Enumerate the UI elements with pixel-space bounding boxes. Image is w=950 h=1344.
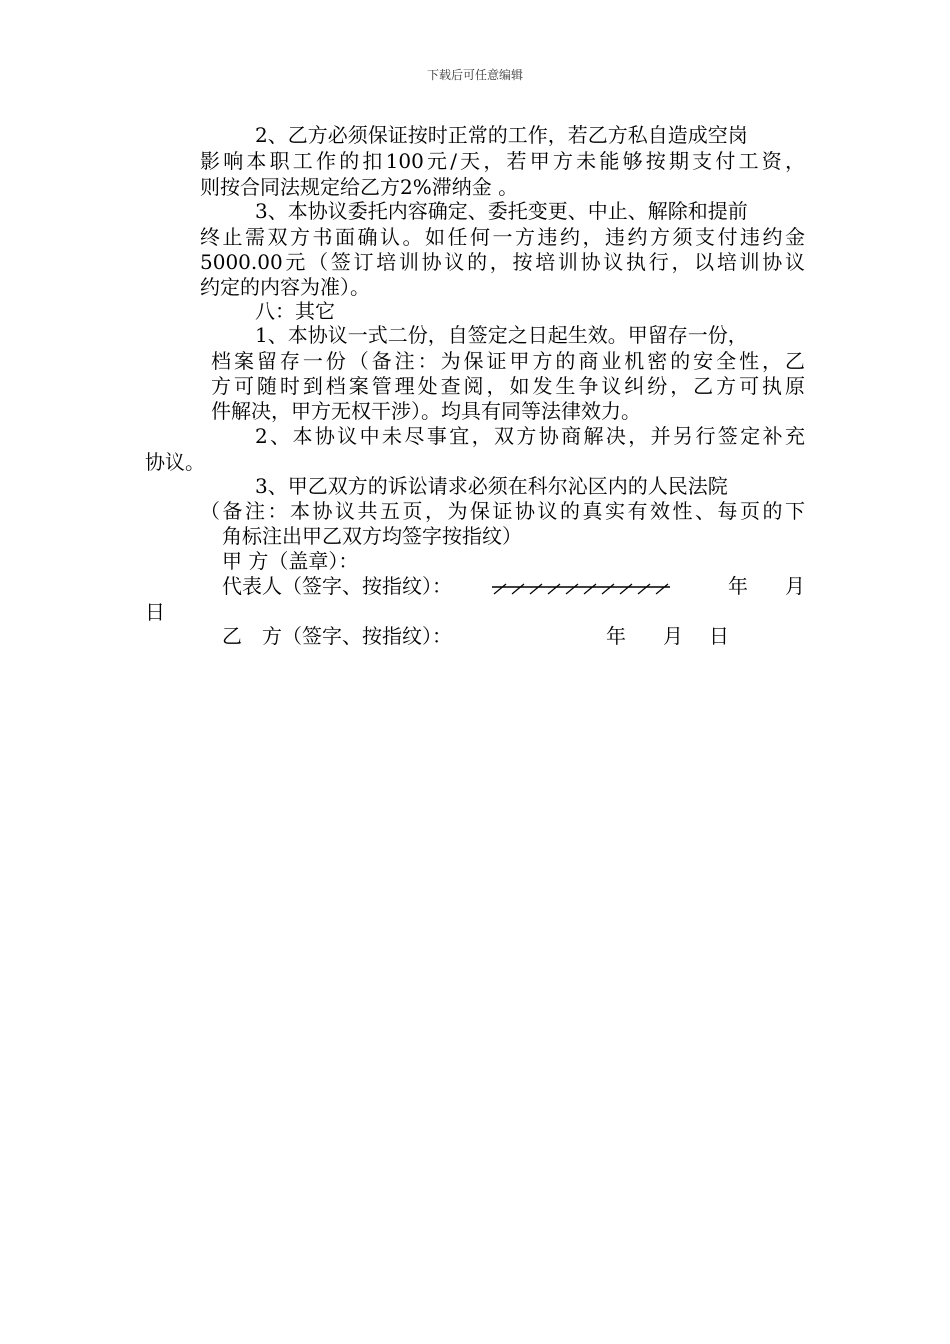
- rep-year-label: 年: [728, 574, 748, 598]
- clause-2-line-3: 则按合同法规定给乙方2%滞纳金 。: [200, 175, 519, 199]
- section-8-clause-1-line-1: 1、本协议一式二份，自签定之日起生效。甲留存一份，: [255, 323, 748, 347]
- section-8-clause-1-line-3: 方可随时到档案管理处查阅，如发生争议纠纷，乙方可执原: [211, 374, 805, 398]
- rep-month-label: 月: [785, 574, 805, 598]
- clause-3-line-4: 约定的内容为准）。: [200, 275, 370, 299]
- party-b-day-label: 日: [709, 624, 729, 648]
- clause-2-line-2: 影响本职工作的扣100元/天，若甲方未能够按期支付工资，: [200, 149, 805, 173]
- party-b-month-label: 月: [663, 624, 683, 648]
- clause-2-line-1: 2、乙方必须保证按时正常的工作，若乙方私自造成空岗: [255, 123, 748, 147]
- section-8-title: 八：其它: [255, 299, 335, 323]
- representative-label: 代表人（签字、按指纹）：: [222, 574, 452, 598]
- section-8-clause-1-line-2: 档案留存一份（备注：为保证甲方的商业机密的安全性，乙: [211, 349, 805, 373]
- clause-3-line-2: 终止需双方书面确认。如任何一方违约，违约方须支付违约金: [200, 225, 805, 249]
- section-8-clause-2-line-1: 2、本协议中未尽事宜，双方协商解决，并另行签定补充: [255, 424, 805, 448]
- section-8-clause-3-line-3: 角标注出甲乙双方均签字按指纹）: [222, 524, 522, 548]
- section-8-clause-3-line-1: 3、甲乙双方的诉讼请求必须在科尔沁区内的人民法院: [255, 474, 728, 498]
- page-header: 下载后可任意编辑: [426, 68, 523, 82]
- party-b-year-label: 年: [606, 624, 626, 648]
- section-8-clause-1-line-4: 件解决，甲方无权干涉）。均具有同等法律效力。: [211, 399, 641, 423]
- section-8-clause-2-line-2: 协议。: [145, 450, 205, 474]
- signature-scribble: [490, 576, 672, 598]
- section-8-clause-3-line-2: （备注：本协议共五页，为保证协议的真实有效性、每页的下: [200, 499, 805, 523]
- rep-day-label: 日: [145, 600, 165, 624]
- clause-3-line-1: 3、本协议委托内容确定、委托变更、中止、解除和提前: [255, 199, 748, 223]
- party-a-label: 甲 方（盖章）：: [222, 549, 359, 573]
- party-b-label: 乙 方（签字、按指纹）：: [222, 624, 452, 648]
- clause-3-line-3: 5000.00元（签订培训协议的，按培训协议执行，以培训协议: [200, 250, 805, 274]
